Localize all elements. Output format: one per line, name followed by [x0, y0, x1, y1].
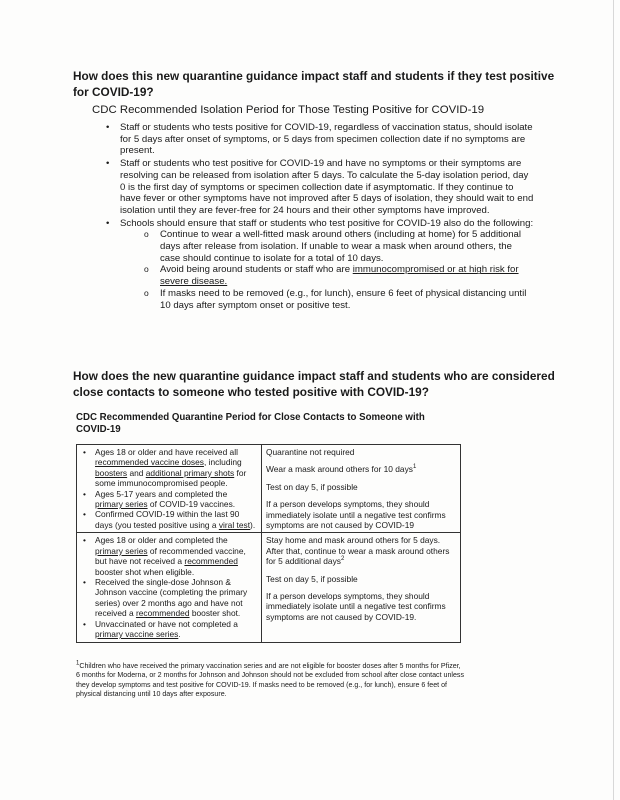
cell-text: . [178, 629, 181, 640]
criteria-list [81, 535, 257, 639]
list-item [81, 577, 257, 619]
sub-list-item [120, 264, 534, 287]
primary-vaccine-series-link[interactable]: primary vaccine series [95, 629, 179, 640]
quarantine-table [76, 444, 461, 643]
footnote-text: Children who have received the primary vaccination series and are not eligible for booster doses after 5 months for Pfizer, 6 months for Moderna, or 2 months for Johnson and Johnson should not be excluded from school after close contact unless they develop symptoms and test positive for COVID-19. If masks need to be removed (e.g., for lunch), ensure 6 feet of physical distancing until 10 days after exposure. [76, 662, 465, 699]
list-item [81, 535, 257, 577]
recommended-link[interactable]: recommended [184, 556, 238, 567]
guidance-text: Test on day 5, if possible [266, 573, 358, 584]
section1-subheading: CDC Recommended Isolation Period for Those Testing Positive for COVID-19 [92, 104, 485, 116]
cell-text: and [127, 467, 146, 478]
section2-heading: How does the new quarantine guidance impact staff and students who are considered close contacts to someone who tested positive with COVID-19? [73, 369, 555, 399]
footnote-ref: 2 [340, 556, 345, 563]
guidance-text: If a person develops symptoms, they should immediately isolate until a negative test confirms symptoms are not caused by COVID-19 [266, 499, 446, 531]
boosters-link[interactable]: boosters [95, 467, 128, 478]
sub-list-item: o If masks need to be removed (e.g., for lunch), ensure 6 feet of physical distancing until 10 days after symptom onset or positive test. [120, 288, 534, 311]
guidance-text: If a person develops symptoms, they should immediately isolate until a negative test confirms symptoms are not caused by COVID-19. [266, 591, 446, 622]
section1-heading: How does this new quarantine guidance impact staff and students if they test positive for COVID-19? [73, 69, 555, 99]
sub-list-item: o Continue to wear a well-fitted mask around others (including at home) for 5 additional days after release from isolation. If unable to wear a mask when around others, the case should continue to isolate for a total of 10 days. [120, 229, 534, 264]
cell-text: Received the single-dose Johnson & Johnson vaccine (completing the primary series) over 2 months ago and have not received a [95, 577, 248, 619]
isolation-bullet-list [104, 122, 534, 312]
guidance-text: Quarantine not required [266, 447, 355, 457]
cell-text: booster shot when eligible. [95, 566, 195, 577]
table-cell-guidance [262, 533, 461, 642]
guidance-text [266, 464, 456, 474]
footnote-marker: 1 [76, 660, 80, 667]
sub-bullet-list [120, 229, 534, 311]
cell-text: Ages 5-17 years and completed the [95, 488, 228, 499]
primary-series-link[interactable]: primary series [95, 499, 148, 510]
table-cell-criteria [77, 533, 262, 642]
immunocompromised-link[interactable]: immunocompromised or at high risk for severe disease. [160, 264, 519, 288]
viral-test-link[interactable]: viral test [218, 519, 251, 530]
cell-text: , including [203, 457, 242, 468]
recommended-vaccine-doses-link[interactable]: recommended vaccine doses [95, 457, 204, 468]
cell-text: Unvaccinated or have not completed a [95, 618, 238, 629]
list-item-text: Schools should ensure that staff or students who test positive for COVID-19 also do the following: [120, 217, 534, 229]
guidance-text: Test on day 5, if possible [266, 481, 358, 492]
cell-text: of COVID-19 vaccines. [147, 499, 236, 510]
additional-primary-shots-link[interactable]: additional primary shots [145, 467, 235, 478]
list-item [81, 489, 257, 510]
table-row [77, 445, 461, 533]
recommended-link[interactable]: recommended [135, 608, 190, 619]
criteria-list [81, 447, 257, 530]
cell-text: of recommended vaccine, but have not received a [95, 545, 246, 567]
list-item: • Staff or students who test positive for COVID-19 and have no symptoms or their symptoms are resolving can be released from isolation after 5 days. To calculate the 5-day isolation period, day 0 is the first day of symptoms or specimen collection date if asymptomatic. If they continue to have fever or other symptoms have not improved after 5 days of isolation, they should wait to end isolation until they are fever-free for 24 hours and their other symptoms have improved. [104, 158, 534, 217]
cell-text: Ages 18 or older and have received all [95, 447, 238, 457]
list-item [81, 447, 257, 489]
table-cell-criteria [77, 445, 262, 533]
cell-text: booster shot. [189, 608, 241, 619]
list-item [104, 218, 534, 312]
cell-text: Confirmed COVID-19 within the last 90 days (you tested positive using a [95, 509, 240, 530]
list-item: • Staff or students who tests positive for COVID-19, regardless of vaccination status, should isolate for 5 days after onset of symptoms, or 5 days from specimen collection date if no symptoms are present. [104, 122, 534, 157]
guidance-span: Stay home and mask around others for 5 days. After that, continue to wear a mask around others for 5 additional days [266, 535, 450, 567]
footnote [76, 662, 466, 700]
cell-text: ). [250, 519, 256, 530]
sub-list-text: Avoid being around students or staff who are [160, 264, 353, 276]
list-item [81, 619, 257, 640]
primary-series-link[interactable]: primary series [95, 545, 148, 556]
cell-text: for some immunocompromised people. [95, 467, 247, 489]
guidance-span: Wear a mask around others for 10 days [266, 464, 413, 475]
footnote-ref: 1 [412, 464, 417, 471]
section2-subheading: CDC Recommended Quarantine Period for Close Contacts to Someone with COVID-19 [76, 412, 425, 435]
table-row [77, 533, 461, 642]
list-item [81, 509, 257, 530]
table-cell-guidance [262, 445, 461, 533]
cell-text: Ages 18 or older and completed the [95, 535, 228, 546]
scan-edge [613, 0, 614, 800]
guidance-text [266, 535, 456, 566]
